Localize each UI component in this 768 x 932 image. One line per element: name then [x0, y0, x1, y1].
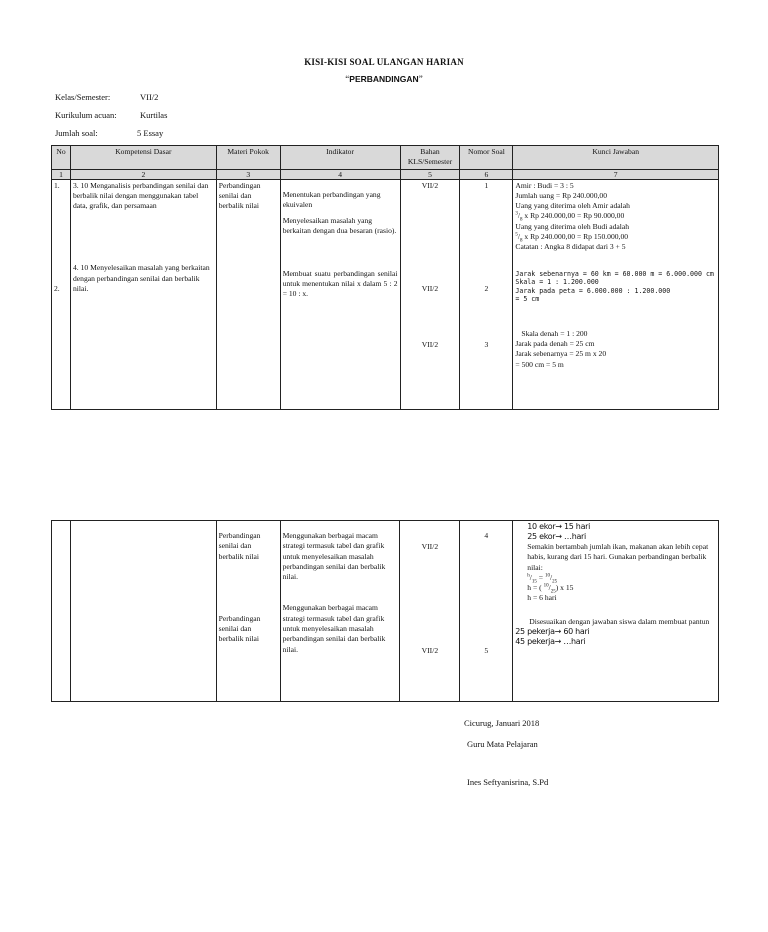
- header-indikator: Indikator: [280, 146, 400, 170]
- row4-kunci-5: h = ( $^{10}/_{25}$) x 15: [527, 583, 574, 595]
- row1-indikator-1: Menentukan perbandingan yang ekuivalen: [282, 189, 381, 209]
- row2-kunci-2: Skala = 1 : 1.200.000: [515, 278, 599, 287]
- row1-kunci-7: Catatan : Angka 8 didapat dari 3 + 5: [515, 242, 626, 252]
- table-row: [52, 179, 719, 409]
- row5-materi: Perbandingan senilai dan berbalik nilai: [218, 613, 261, 644]
- row-cell-kd: [70, 179, 216, 409]
- row4-kunci-4: $^h/_{15} = ^{10}/_{25}$: [527, 572, 558, 585]
- row-cell-indikator: [280, 521, 400, 702]
- row1-kunci-6: $^5/_8$ x Rp 240.000,00 = Rp 150.000,00: [515, 232, 629, 244]
- document-title: KISI-KISI SOAL ULANGAN HARIAN: [304, 57, 464, 67]
- row1-indikator-2: Menyelesaikan masalah yang berkaitan dengan dua besaran (rasio).: [282, 216, 397, 236]
- fraction-denominator: 15: [531, 579, 537, 585]
- row4-kunci-3: Semakin bertambah jumlah ikan, makanan akan lebih cepat habis, kurang dari 15 hari. Gunakan perbandingan berbalik nilai:: [527, 542, 709, 572]
- row3-kunci-3: Jarak sebenarnya = 25 m x 20: [515, 349, 607, 359]
- row1-kunci-2: Jumlah uang = Rp 240.000,00: [515, 190, 607, 200]
- row-cell-bahan: [400, 521, 460, 702]
- row1-bahan: VII/2: [421, 180, 439, 190]
- row-cell-indikator: [280, 179, 400, 409]
- row4-kunci-6: h = 6 hari: [527, 593, 557, 603]
- col-number: 6: [460, 169, 513, 179]
- row1-kunci-4: $^3/_8$ x Rp 240.000,00 = Rp 90.000,00: [515, 211, 625, 223]
- row1-kunci-3: Uang yang diterima oleh Amir adalah: [515, 201, 630, 211]
- col-number: 2: [70, 169, 216, 179]
- signature-role: Guru Mata Pelajaran: [467, 739, 538, 749]
- col-number: 7: [513, 169, 719, 179]
- row-cell-nomor: [460, 179, 513, 409]
- row2-bahan: VII/2: [421, 283, 439, 293]
- row5-kunci-2: 25 pekerja→ 60 hari: [515, 627, 590, 637]
- jumlah-value: 5 Essay: [137, 128, 164, 138]
- quote-close: ”: [418, 74, 423, 84]
- signature-name: Ines Seftyanisrina, S.Pd: [467, 777, 549, 787]
- header-no: No: [52, 146, 71, 170]
- kurikulum-label: Kurikulum acuan:: [55, 110, 117, 120]
- header-nomor: Nomor Soal: [460, 146, 513, 170]
- row4-indikator: Menggunakan berbagai macam strategi termasuk tabel dan grafik untuk menyelesaikan masalah perbandingan senilai dan berbalik nilai.: [282, 531, 386, 582]
- signature-place-date: Cicurug, Januari 2018: [464, 718, 540, 728]
- quote-open: “: [345, 74, 350, 84]
- kunci-text: =: [536, 572, 545, 582]
- kelas-value: VII/2: [140, 92, 159, 102]
- row4-kunci-1: 10 ekor→ 15 hari: [527, 522, 591, 531]
- kisi-kisi-table-continued: [51, 520, 719, 702]
- row5-nomor: 5: [484, 646, 489, 656]
- fraction-numerator: 10: [544, 573, 550, 579]
- fraction-denominator: 25: [550, 589, 556, 595]
- row5-indikator: Menggunakan berbagai macam strategi termasuk tabel dan grafik untuk menyelesaikan masalah perbandingan senilai dan berbalik nilai.: [282, 603, 386, 654]
- kelas-label: Kelas/Semester:: [55, 92, 111, 102]
- row5-kunci-3: 45 pekerja→ …hari: [515, 637, 586, 647]
- row2-nomor: 2: [484, 283, 489, 293]
- kunci-text: ) x 15: [555, 583, 574, 593]
- row2-indikator: Membuat suatu perbandingan senilai untuk menentukan nilai x dalam 5 : 2 = 10 : x.: [282, 268, 398, 299]
- kurikulum-value: Kurtilas: [140, 110, 168, 120]
- header-kunci: Kunci Jawaban: [513, 146, 719, 170]
- document-subtitle: [0, 74, 768, 84]
- row1-kunci-1: Amir : Budi = 3 : 5: [515, 180, 574, 190]
- row2-no: 2.: [54, 283, 60, 293]
- fraction-denominator: 8: [520, 238, 523, 244]
- row2-kunci-3: Jarak pada peta = 6.000.000 : 1.200.000: [515, 286, 671, 295]
- col-number: 1: [52, 169, 71, 179]
- row-cell-materi: [216, 179, 280, 409]
- jumlah-label: Jumlah soal:: [55, 128, 98, 138]
- row5-kunci-1: Disesuaikan dengan jawaban siswa dalam membuat pantun: [529, 616, 710, 626]
- kunci-text: h = (: [527, 583, 544, 593]
- col-number: 4: [280, 169, 400, 179]
- row-cell-bahan: [400, 179, 460, 409]
- row4-nomor: 4: [484, 531, 489, 540]
- row-cell-kunci: [513, 521, 719, 702]
- fraction-numerator: 5: [515, 232, 518, 238]
- subtitle-text: PERBANDINGAN: [349, 74, 419, 84]
- row-cell-kunci: [513, 179, 719, 409]
- row2-kunci-4: = 5 cm: [515, 295, 540, 304]
- row3-kunci-4: = 500 cm = 5 m: [515, 359, 564, 369]
- row-cell-kd: [70, 521, 216, 702]
- row2-kd: 4. 10 Menyelesaikan masalah yang berkaitan dengan perbandingan senilai dan berbalik nilai.: [72, 263, 210, 294]
- header-kompetensi: Kompetensi Dasar: [70, 146, 216, 170]
- fraction-denominator: 8: [520, 218, 523, 223]
- header-bahan: Bahan KLS/Semester: [400, 146, 460, 170]
- row1-no: 1.: [54, 180, 60, 190]
- kisi-kisi-table: [51, 145, 719, 410]
- row4-bahan: VII/2: [421, 542, 439, 551]
- row-cell-no: [52, 179, 71, 409]
- row1-kunci-5: Uang yang diterima oleh Budi adalah: [515, 221, 630, 231]
- kunci-text: x Rp 240.000,00 = Rp 90.000,00: [522, 211, 625, 221]
- row3-bahan: VII/2: [421, 340, 439, 350]
- row4-materi: Perbandingan senilai dan berbalik nilai: [218, 531, 261, 561]
- kunci-text: x Rp 240.000,00 = Rp 150.000,00: [522, 232, 629, 242]
- fraction-numerator: 3: [515, 211, 518, 217]
- col-number: 5: [400, 169, 460, 179]
- row5-bahan: VII/2: [421, 646, 439, 656]
- row2-kunci-1: Jarak sebenarnya = 60 km = 60.000 m = 6.000.000 cm: [515, 269, 714, 278]
- row3-nomor: 3: [484, 340, 489, 350]
- table-row: [52, 521, 719, 702]
- row1-materi: Perbandingan senilai dan berbalik nilai: [218, 180, 261, 211]
- row-cell-nomor: [460, 521, 513, 702]
- row-cell-materi: [216, 521, 280, 702]
- fraction-numerator: h: [527, 573, 530, 579]
- row-cell-no: [52, 521, 71, 702]
- col-number: 3: [216, 169, 280, 179]
- header-materi: Materi Pokok: [216, 146, 280, 170]
- row1-nomor: 1: [484, 180, 489, 190]
- row4-kunci-2: 25 ekor→ …hari: [527, 532, 586, 541]
- row3-kunci-1: Skala denah = 1 : 200: [521, 328, 588, 338]
- fraction-numerator: 10: [543, 583, 549, 589]
- row3-kunci-2: Jarak pada denah = 25 cm: [515, 338, 595, 348]
- fraction-denominator: 25: [552, 579, 558, 585]
- row1-kd: 3. 10 Menganalisis perbandingan senilai dan berbalik nilai dengan menggunakan tabel data, grafik, dan persamaan: [72, 180, 209, 211]
